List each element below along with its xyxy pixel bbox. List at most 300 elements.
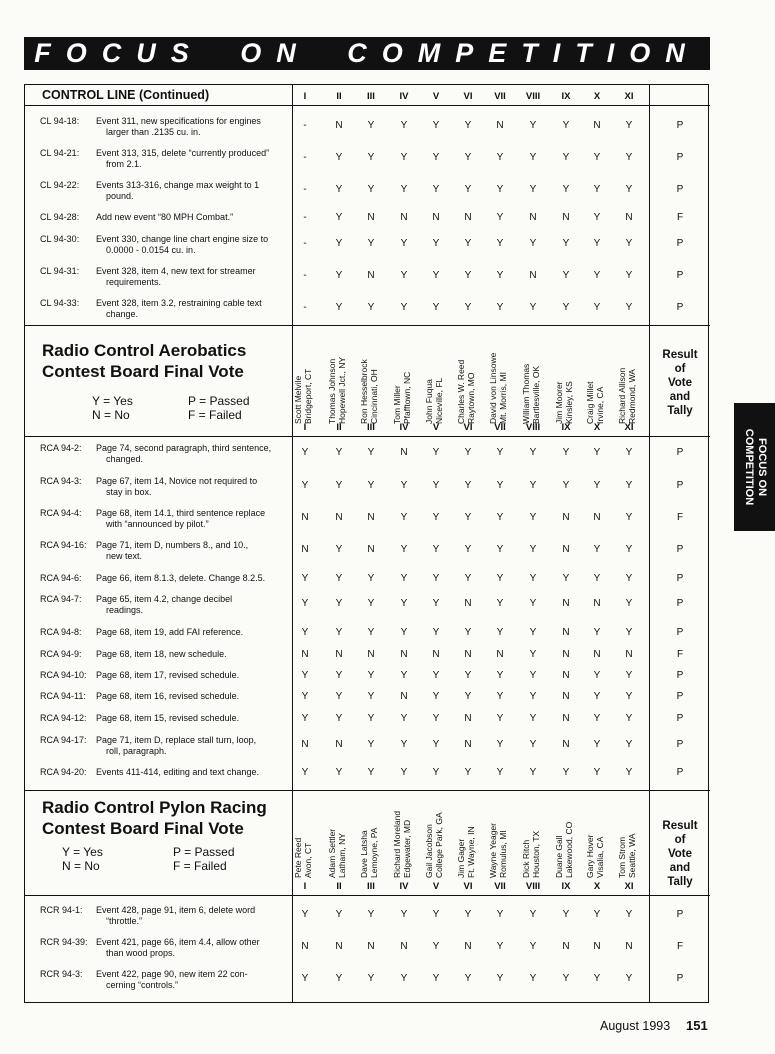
roman-numeral: IV bbox=[399, 422, 409, 433]
vote-cell: Y bbox=[562, 767, 570, 778]
vote-cell: Y bbox=[496, 670, 504, 681]
page-number: 151 bbox=[686, 1018, 708, 1033]
vote-cell: Y bbox=[562, 973, 570, 984]
vote-cell: - bbox=[303, 212, 307, 223]
row-description-line: Event 421, page 66, item 4.4, allow other bbox=[96, 937, 260, 947]
row-description-line: Page 68, item 17, revised schedule. bbox=[96, 670, 240, 680]
judge-name-city bbox=[293, 794, 317, 878]
rcr-result-header bbox=[650, 819, 710, 889]
vote-cell: Y bbox=[367, 302, 375, 313]
result-header-line: and bbox=[669, 862, 691, 874]
row-description bbox=[96, 148, 286, 170]
vote-cell: Y bbox=[625, 120, 633, 131]
rca-result-header bbox=[650, 348, 710, 418]
result-header-line: Vote bbox=[667, 377, 693, 389]
row-code: RCA 94-2: bbox=[40, 443, 82, 453]
judge-name-city bbox=[585, 794, 609, 878]
row-code: RCR 94-39: bbox=[40, 937, 88, 947]
vote-cell: Y bbox=[432, 909, 440, 920]
vote-cell: Y bbox=[593, 767, 601, 778]
vote-cell: - bbox=[303, 238, 307, 249]
vote-cell: Y bbox=[562, 238, 570, 249]
vote-cell: Y bbox=[529, 512, 537, 523]
vote-cell: N bbox=[335, 941, 343, 952]
rca-legend-left bbox=[92, 394, 133, 422]
judge-header bbox=[521, 340, 545, 424]
judge-city: Hopewell Jct., NY bbox=[337, 356, 347, 424]
row-description-line: Page 66, item 8.1.3, delete. Change 8.2.5. bbox=[96, 573, 266, 583]
vote-cell: Y bbox=[562, 909, 570, 920]
vote-cell: Y bbox=[529, 627, 537, 638]
roman-numeral: XI bbox=[624, 881, 634, 892]
result-cell: P bbox=[676, 767, 684, 778]
judge-header bbox=[488, 794, 512, 878]
judge-name-city bbox=[521, 340, 545, 424]
row-description-line: stay in box. bbox=[106, 487, 152, 497]
vote-cell: N bbox=[432, 212, 440, 223]
judge-name-city bbox=[554, 794, 578, 878]
vote-cell: Y bbox=[625, 713, 633, 724]
row-description-line: Page 68, item 14.1, third sentence replace bbox=[96, 508, 266, 518]
control-line-header: CONTROL LINE (Continued) bbox=[42, 88, 210, 102]
vote-cell: Y bbox=[625, 973, 633, 984]
row-code: CL 94-22: bbox=[40, 180, 80, 190]
row-description-line: larger than .2135 cu. in. bbox=[106, 127, 201, 137]
vote-cell: N bbox=[562, 691, 570, 702]
judge-header bbox=[554, 794, 578, 878]
roman-numeral: VIII bbox=[525, 422, 541, 433]
row-description bbox=[96, 691, 286, 702]
roman-numeral: VI bbox=[463, 91, 473, 102]
vote-cell: N bbox=[367, 649, 375, 660]
vote-cell: Y bbox=[301, 691, 309, 702]
row-description-line: pound. bbox=[106, 191, 134, 201]
judge-name: Tom Miller bbox=[392, 385, 402, 424]
result-cell: P bbox=[676, 573, 684, 584]
side-tab bbox=[734, 403, 775, 531]
row-description-line: than wood props. bbox=[106, 948, 176, 958]
vote-cell: Y bbox=[625, 238, 633, 249]
row-description bbox=[96, 670, 286, 681]
judge-city: Seattle, WA bbox=[627, 833, 637, 878]
vote-cell: Y bbox=[335, 598, 343, 609]
vote-cell: N bbox=[593, 120, 601, 131]
vote-cell: Y bbox=[625, 573, 633, 584]
vote-cell: N bbox=[335, 739, 343, 750]
roman-numeral: VI bbox=[463, 881, 473, 892]
vote-cell: Y bbox=[562, 152, 570, 163]
vote-cell: N bbox=[562, 212, 570, 223]
row-description-line: from 2.1. bbox=[106, 159, 142, 169]
roman-numeral: III bbox=[367, 422, 375, 433]
roman-numeral: VII bbox=[494, 91, 506, 102]
judge-city: Raytown, MO bbox=[466, 372, 476, 424]
vote-cell: Y bbox=[529, 302, 537, 313]
judge-name: Charles W. Reed bbox=[456, 359, 466, 424]
vote-cell: Y bbox=[464, 447, 472, 458]
rcr-legend-left bbox=[62, 845, 103, 873]
vote-cell: N bbox=[562, 713, 570, 724]
vote-cell: Y bbox=[529, 447, 537, 458]
vote-cell: N bbox=[367, 212, 375, 223]
judge-name: Gary Hover bbox=[585, 834, 595, 878]
vote-cell: Y bbox=[367, 238, 375, 249]
rca-header-divider bbox=[24, 436, 710, 437]
judge-header bbox=[293, 340, 317, 424]
vote-cell: Y bbox=[432, 670, 440, 681]
result-header-line: and bbox=[669, 391, 691, 403]
result-cell: P bbox=[676, 302, 684, 313]
vote-cell: Y bbox=[464, 670, 472, 681]
vote-cell: N bbox=[301, 739, 309, 750]
result-header-line: Vote bbox=[667, 848, 693, 860]
vote-cell: Y bbox=[367, 447, 375, 458]
vote-cell: Y bbox=[496, 767, 504, 778]
vote-cell: Y bbox=[400, 713, 408, 724]
judge-name-city bbox=[359, 794, 383, 878]
vote-cell: Y bbox=[367, 691, 375, 702]
vote-cell: Y bbox=[464, 238, 472, 249]
legend-passed: P = Passed bbox=[173, 845, 235, 859]
vote-cell: N bbox=[496, 649, 504, 660]
vote-cell: Y bbox=[335, 544, 343, 555]
vote-cell: Y bbox=[625, 512, 633, 523]
vote-cell: N bbox=[625, 941, 633, 952]
vote-cell: Y bbox=[464, 627, 472, 638]
vote-cell: Y bbox=[625, 767, 633, 778]
vote-cell: Y bbox=[496, 238, 504, 249]
vote-cell: Y bbox=[496, 302, 504, 313]
row-description bbox=[96, 116, 286, 138]
vote-cell: Y bbox=[400, 270, 408, 281]
result-cell: P bbox=[676, 152, 684, 163]
row-description-line: Event 422, page 90, new item 22 con- bbox=[96, 969, 248, 979]
roman-numeral: I bbox=[303, 91, 307, 102]
result-cell: P bbox=[676, 691, 684, 702]
footer-date: August 1993 bbox=[600, 1019, 671, 1033]
vote-cell: Y bbox=[593, 973, 601, 984]
vote-cell: Y bbox=[432, 973, 440, 984]
vote-cell: N bbox=[593, 512, 601, 523]
roman-numeral: II bbox=[336, 422, 342, 433]
row-code: RCA 94-17: bbox=[40, 735, 87, 745]
vote-cell: Y bbox=[301, 627, 309, 638]
judge-name-city bbox=[327, 794, 351, 878]
vote-cell: Y bbox=[432, 302, 440, 313]
row-description-line: with “announced by pilot.” bbox=[106, 519, 209, 529]
roman-numeral: I bbox=[303, 422, 307, 433]
judge-name: Gail Jacobson bbox=[424, 824, 434, 878]
vote-cell: Y bbox=[593, 447, 601, 458]
vote-cell: Y bbox=[400, 544, 408, 555]
vote-cell: N bbox=[562, 627, 570, 638]
vote-cell: Y bbox=[432, 573, 440, 584]
vote-cell: Y bbox=[496, 270, 504, 281]
judge-city: Lakewood, CO bbox=[564, 821, 574, 878]
judge-header bbox=[585, 340, 609, 424]
vote-cell: Y bbox=[432, 941, 440, 952]
roman-numeral: IV bbox=[399, 91, 409, 102]
row-description-line: Event 328, item 4, new text for streamer bbox=[96, 266, 256, 276]
row-description-line: Events 313-316, change max weight to 1 bbox=[96, 180, 260, 190]
row-description-line: Event 328, item 3.2, restraining cable text bbox=[96, 298, 262, 308]
vote-cell: N bbox=[301, 941, 309, 952]
row-description-line: roll, paragraph. bbox=[106, 746, 167, 756]
vote-cell: Y bbox=[432, 184, 440, 195]
row-description bbox=[96, 767, 286, 778]
judge-name-city bbox=[327, 340, 351, 424]
row-description-line: changed. bbox=[106, 454, 144, 464]
judge-header bbox=[617, 794, 641, 878]
result-cell: P bbox=[676, 480, 684, 491]
vote-cell: Y bbox=[464, 270, 472, 281]
result-header-line: Tally bbox=[667, 876, 693, 888]
vote-cell: Y bbox=[562, 302, 570, 313]
vote-cell: N bbox=[432, 649, 440, 660]
judge-city: Cincinnati, OH bbox=[369, 369, 379, 424]
vote-cell: Y bbox=[625, 302, 633, 313]
vote-cell: Y bbox=[367, 739, 375, 750]
vote-cell: Y bbox=[367, 184, 375, 195]
row-code: RCA 94-6: bbox=[40, 573, 82, 583]
row-description-line: change. bbox=[106, 309, 139, 319]
judge-name-city bbox=[554, 340, 578, 424]
vote-cell: N bbox=[562, 649, 570, 660]
rcr-title-line-1: Radio Control Pylon Racing bbox=[42, 798, 267, 817]
vote-cell: Y bbox=[593, 480, 601, 491]
vote-cell: Y bbox=[367, 152, 375, 163]
roman-numeral: V bbox=[432, 91, 440, 102]
judge-city: Avon, CT bbox=[303, 842, 313, 878]
side-tab-line-1: FOCUS ON bbox=[756, 437, 768, 497]
judge-name-city bbox=[392, 340, 416, 424]
vote-cell: - bbox=[303, 152, 307, 163]
row-description bbox=[96, 266, 286, 288]
judge-city: Redmond, WA bbox=[627, 369, 637, 424]
judge-name-city bbox=[456, 340, 480, 424]
vote-cell: N bbox=[593, 649, 601, 660]
vote-cell: - bbox=[303, 184, 307, 195]
vote-cell: Y bbox=[496, 152, 504, 163]
row-description bbox=[96, 508, 286, 530]
vote-cell: Y bbox=[301, 480, 309, 491]
row-description-line: Event 428, page 91, item 6, delete word bbox=[96, 905, 256, 915]
vote-cell: Y bbox=[400, 670, 408, 681]
judge-name: Thomas Johnson bbox=[327, 358, 337, 424]
judge-city: Kinsley, KS bbox=[564, 381, 574, 424]
judge-name-city bbox=[359, 340, 383, 424]
vote-cell: Y bbox=[335, 238, 343, 249]
vote-cell: Y bbox=[625, 627, 633, 638]
roman-numeral: III bbox=[367, 881, 375, 892]
judge-header bbox=[327, 340, 351, 424]
vote-cell: N bbox=[335, 512, 343, 523]
row-description bbox=[96, 594, 286, 616]
judge-name: John Fuqua bbox=[424, 379, 434, 424]
judge-header bbox=[424, 794, 448, 878]
vote-cell: Y bbox=[593, 691, 601, 702]
row-description-line: cerning “controls.” bbox=[106, 980, 179, 990]
vote-cell: Y bbox=[432, 544, 440, 555]
row-code: CL 94-18: bbox=[40, 116, 80, 126]
vote-cell: Y bbox=[496, 941, 504, 952]
judge-header bbox=[327, 794, 351, 878]
vote-cell: Y bbox=[432, 767, 440, 778]
vote-cell: Y bbox=[529, 941, 537, 952]
result-cell: P bbox=[676, 739, 684, 750]
judge-header bbox=[424, 340, 448, 424]
result-header-line: Result bbox=[662, 820, 698, 832]
row-description bbox=[96, 234, 286, 256]
row-description-line: Page 68, item 19, add FAI reference. bbox=[96, 627, 244, 637]
vote-cell: N bbox=[562, 598, 570, 609]
rcr-legend-right bbox=[173, 845, 235, 873]
vote-cell: Y bbox=[625, 447, 633, 458]
vote-cell: Y bbox=[335, 713, 343, 724]
vote-cell: N bbox=[367, 544, 375, 555]
judge-city: Romulus, MI bbox=[498, 830, 508, 878]
judge-city: Pfafftown, NC bbox=[402, 371, 412, 424]
vote-cell: N bbox=[464, 713, 472, 724]
vote-cell: Y bbox=[593, 909, 601, 920]
vote-cell: N bbox=[335, 120, 343, 131]
vote-cell: Y bbox=[625, 544, 633, 555]
vote-cell: Y bbox=[432, 238, 440, 249]
roman-numeral: I bbox=[303, 881, 307, 892]
vote-cell: Y bbox=[464, 120, 472, 131]
vote-cell: Y bbox=[367, 598, 375, 609]
vote-cell: N bbox=[593, 598, 601, 609]
vote-cell: Y bbox=[464, 691, 472, 702]
row-description-line: readings. bbox=[106, 605, 144, 615]
judge-name: Tom Strom bbox=[617, 836, 627, 878]
vote-cell: Y bbox=[496, 713, 504, 724]
row-code: CL 94-30: bbox=[40, 234, 80, 244]
vote-cell: Y bbox=[562, 270, 570, 281]
judge-header bbox=[585, 794, 609, 878]
judge-name-city bbox=[392, 794, 416, 878]
vote-cell: Y bbox=[335, 767, 343, 778]
row-description bbox=[96, 735, 286, 757]
vote-cell: Y bbox=[529, 544, 537, 555]
vote-cell: Y bbox=[496, 739, 504, 750]
legend-no: N = No bbox=[92, 408, 130, 422]
result-cell: P bbox=[676, 670, 684, 681]
vote-cell: Y bbox=[496, 212, 504, 223]
vote-cell: Y bbox=[529, 691, 537, 702]
vote-cell: N bbox=[301, 649, 309, 660]
row-description bbox=[96, 540, 286, 562]
judge-name-city bbox=[617, 794, 641, 878]
vote-cell: N bbox=[529, 270, 537, 281]
judge-name: Richard Moreland bbox=[392, 810, 402, 878]
roman-numeral: X bbox=[593, 881, 601, 892]
vote-cell: - bbox=[303, 302, 307, 313]
row-code: CL 94-31: bbox=[40, 266, 80, 276]
vote-cell: N bbox=[301, 512, 309, 523]
row-description-line: Page 68, item 18, new schedule. bbox=[96, 649, 227, 659]
result-cell: P bbox=[676, 973, 684, 984]
vote-cell: Y bbox=[335, 573, 343, 584]
vote-cell: Y bbox=[335, 302, 343, 313]
vote-cell: Y bbox=[335, 212, 343, 223]
roman-numeral: IV bbox=[399, 881, 409, 892]
vote-cell: Y bbox=[529, 713, 537, 724]
vote-cell: Y bbox=[562, 573, 570, 584]
vote-cell: Y bbox=[593, 184, 601, 195]
vote-cell: Y bbox=[301, 598, 309, 609]
judge-name: Adam Settler bbox=[327, 828, 337, 878]
vote-cell: N bbox=[301, 544, 309, 555]
row-code: CL 94-21: bbox=[40, 148, 80, 158]
vote-cell: Y bbox=[301, 713, 309, 724]
vote-cell: Y bbox=[301, 909, 309, 920]
vote-cell: Y bbox=[562, 184, 570, 195]
row-code: CL 94-28: bbox=[40, 212, 80, 222]
judge-city: Visalia, CA bbox=[595, 836, 605, 878]
vote-cell: Y bbox=[496, 973, 504, 984]
judge-name: William Thomas bbox=[521, 363, 531, 424]
vote-cell: N bbox=[464, 598, 472, 609]
vote-cell: Y bbox=[335, 480, 343, 491]
vote-cell: Y bbox=[432, 627, 440, 638]
result-cell: P bbox=[676, 598, 684, 609]
banner-title: FOCUS ON COMPETITION bbox=[24, 37, 710, 70]
row-description-line: Page 74, second paragraph, third sentence, bbox=[96, 443, 272, 453]
vote-cell: Y bbox=[367, 480, 375, 491]
judge-name: Richard Allison bbox=[617, 367, 627, 424]
roman-numeral: II bbox=[336, 881, 342, 892]
judge-name: Jim Gager bbox=[456, 838, 466, 878]
judge-name: Dick Ritch bbox=[521, 839, 531, 878]
result-cell: P bbox=[676, 544, 684, 555]
vote-cell: Y bbox=[432, 447, 440, 458]
judge-name-city bbox=[488, 340, 512, 424]
row-description-line: Event 313, 315, delete “currently produced” bbox=[96, 148, 270, 158]
result-cell: P bbox=[676, 447, 684, 458]
row-description bbox=[96, 937, 286, 959]
judge-name: Scott Melvile bbox=[293, 375, 303, 424]
vote-cell: Y bbox=[367, 973, 375, 984]
vote-cell: Y bbox=[400, 480, 408, 491]
vote-cell: Y bbox=[335, 670, 343, 681]
vote-cell: Y bbox=[496, 909, 504, 920]
vote-cell: Y bbox=[400, 238, 408, 249]
judge-header bbox=[392, 340, 416, 424]
row-code: RCA 94-16: bbox=[40, 540, 87, 550]
vote-cell: N bbox=[400, 447, 408, 458]
vote-cell: Y bbox=[529, 909, 537, 920]
side-tab-text bbox=[734, 403, 775, 531]
vote-cell: Y bbox=[367, 909, 375, 920]
row-description-line: Page 67, item 14, Novice not required to bbox=[96, 476, 258, 486]
judge-name: Wayne Yeager bbox=[488, 823, 498, 878]
rca-title-line-2: Contest Board Final Vote bbox=[42, 362, 244, 381]
rcr-title bbox=[42, 797, 267, 839]
vote-cell: N bbox=[529, 212, 537, 223]
legend-no: N = No bbox=[62, 859, 100, 873]
vote-cell: Y bbox=[335, 447, 343, 458]
row-description-line: Add new event “80 MPH Combat.” bbox=[96, 212, 234, 222]
vote-cell: - bbox=[303, 270, 307, 281]
legend-failed: F = Failed bbox=[188, 408, 242, 422]
judge-name: Pete Reed bbox=[293, 837, 303, 878]
vote-cell: Y bbox=[400, 767, 408, 778]
row-code: RCA 94-9: bbox=[40, 649, 82, 659]
roman-numeral: IX bbox=[561, 91, 571, 102]
vote-cell: Y bbox=[432, 691, 440, 702]
roman-numeral: V bbox=[432, 881, 440, 892]
